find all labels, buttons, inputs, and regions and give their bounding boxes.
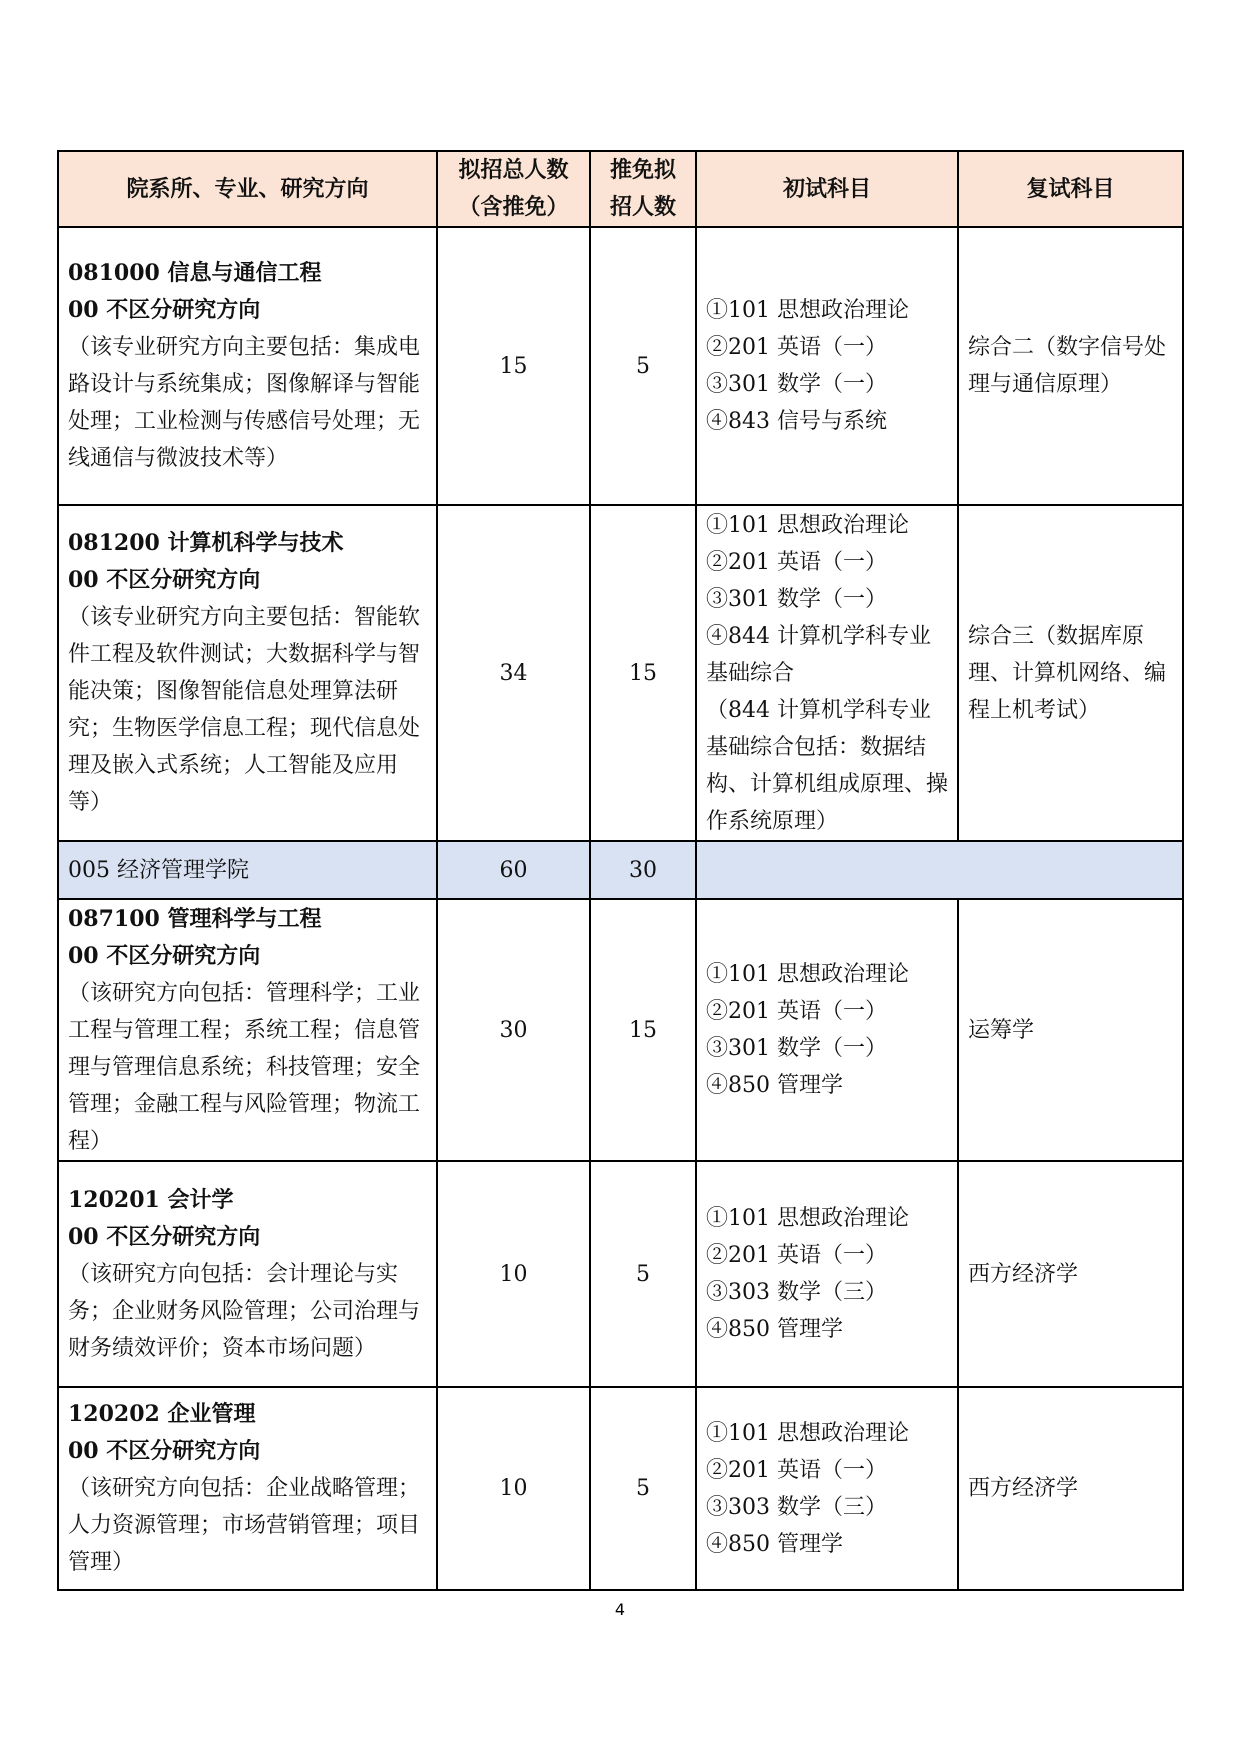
prelim-subject: ②201 英语（一） (706, 549, 887, 575)
prelim-subjects (696, 505, 958, 841)
school-name: 005 经济管理学院 (58, 841, 437, 899)
retest-subject: 综合三（数据库原理、计算机网络、编程上机考试） (958, 505, 1183, 841)
table-row (58, 227, 1183, 505)
program-cell (58, 899, 437, 1161)
program-cell (58, 227, 437, 505)
header-total (437, 151, 590, 227)
prelim-subject: ④850 管理学 (706, 1073, 843, 1098)
page-number: 4 (614, 1600, 626, 1619)
prelim-subject: ④850 管理学 (706, 1317, 843, 1342)
prelim-subject: ③301 数学（一） (706, 372, 887, 397)
retest-subject: 西方经济学 (958, 1387, 1183, 1590)
retest-subject: 运筹学 (958, 899, 1183, 1161)
major-code-name: 087100 管理科学与工程 (68, 905, 322, 932)
prelim-subject: ④850 管理学 (706, 1531, 843, 1557)
exempt-count: 5 (590, 1161, 696, 1387)
program-cell (58, 505, 437, 841)
prelim-subject: ③303 数学（三） (706, 1280, 887, 1305)
direction-description: （该研究方向包括：会计理论与实务；企业财务风险管理；公司治理与财务绩效评价；资本市场问题） (68, 1261, 421, 1361)
major-code-name: 120201 会计学 (68, 1186, 234, 1213)
prelim-subjects (696, 1161, 958, 1387)
prelim-subject: ②201 英语（一） (706, 1457, 887, 1483)
header-exempt-line2: 招人数 (609, 194, 676, 220)
prelim-subject: ③301 数学（一） (706, 586, 887, 612)
total-count: 15 (437, 227, 590, 505)
prelim-note: （844 计算机学科专业基础综合包括：数据结构、计算机组成原理、操作系统原理） (706, 697, 949, 834)
research-direction: 00 不区分研究方向 (68, 942, 261, 969)
prelim-subject: ③303 数学（三） (706, 1494, 887, 1520)
school-empty-cell (696, 841, 1183, 899)
program-cell (58, 1161, 437, 1387)
research-direction: 00 不区分研究方向 (68, 567, 261, 593)
prelim-subject: ①101 思想政治理论 (706, 1420, 909, 1446)
direction-description: （该专业研究方向主要包括：智能软件工程及软件测试；大数据科学与智能决策；图像智能信息处理算法研究；生物医学信息工程；现代信息处理及嵌入式系统；人工智能及应用等） (68, 605, 421, 815)
header-exempt-line1: 推免拟 (609, 157, 676, 183)
retest-subject: 西方经济学 (958, 1161, 1183, 1387)
header-program: 院系所、专业、研究方向 (58, 151, 437, 227)
total-count: 10 (437, 1387, 590, 1590)
prelim-subject: ④844 计算机学科专业基础综合 (706, 623, 931, 686)
prelim-subject: ②201 英语（一） (706, 999, 887, 1024)
exempt-count: 15 (590, 505, 696, 841)
research-direction: 00 不区分研究方向 (68, 297, 261, 323)
school-total-count: 60 (437, 841, 590, 899)
table-row (58, 899, 1183, 1161)
table-row (58, 1387, 1183, 1590)
prelim-subject: ②201 英语（一） (706, 1243, 887, 1268)
prelim-subject: ③301 数学（一） (706, 1036, 887, 1061)
header-prelim: 初试科目 (696, 151, 958, 227)
major-code-name: 081000 信息与通信工程 (68, 260, 322, 286)
prelim-subject: ①101 思想政治理论 (706, 1206, 909, 1231)
total-count: 34 (437, 505, 590, 841)
prelim-subjects (696, 1387, 958, 1590)
prelim-subject: ①101 思想政治理论 (706, 512, 909, 538)
header-retest: 复试科目 (958, 151, 1183, 227)
direction-description: （该研究方向包括：企业战略管理；人力资源管理；市场营销管理；项目管理） (68, 1476, 421, 1575)
prelim-subjects (696, 899, 958, 1161)
exempt-count: 15 (590, 899, 696, 1161)
prelim-subject: ①101 思想政治理论 (706, 298, 909, 323)
prelim-subjects (696, 227, 958, 505)
research-direction: 00 不区分研究方向 (68, 1438, 261, 1464)
prelim-subject: ④843 信号与系统 (706, 409, 887, 434)
school-row (58, 841, 1183, 899)
total-count: 30 (437, 899, 590, 1161)
admissions-table (57, 150, 1184, 1591)
direction-description: （该专业研究方向主要包括：集成电路设计与系统集成；图像解译与智能处理；工业检测与传感信号处理；无线通信与微波技术等） (68, 335, 421, 471)
prelim-subject: ②201 英语（一） (706, 335, 887, 360)
exempt-count: 5 (590, 227, 696, 505)
table-row (58, 1161, 1183, 1387)
research-direction: 00 不区分研究方向 (68, 1223, 261, 1250)
exempt-count: 5 (590, 1387, 696, 1590)
header-exempt (590, 151, 696, 227)
school-exempt-count: 30 (590, 841, 696, 899)
header-total-line1: 拟招总人数 (458, 157, 569, 183)
table-row (58, 505, 1183, 841)
program-cell (58, 1387, 437, 1590)
major-code-name: 081200 计算机科学与技术 (68, 530, 344, 556)
table-header-row (58, 151, 1183, 227)
prelim-subject: ①101 思想政治理论 (706, 962, 909, 987)
direction-description: （该研究方向包括：管理科学；工业工程与管理工程；系统工程；信息管理与管理信息系统；科技管理；安全管理；金融工程与风险管理；物流工程） (68, 980, 421, 1154)
major-code-name: 120202 企业管理 (68, 1401, 256, 1427)
retest-subject: 综合二（数字信号处理与通信原理） (958, 227, 1183, 505)
total-count: 10 (437, 1161, 590, 1387)
header-total-line2: （含推免） (458, 194, 569, 220)
